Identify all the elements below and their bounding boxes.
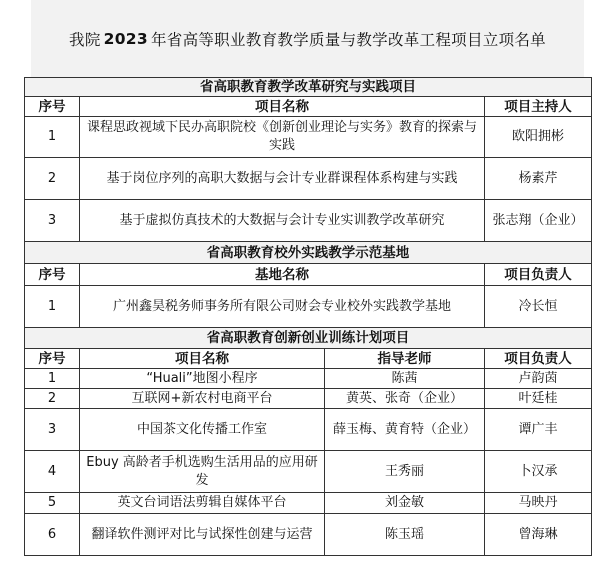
table-row bbox=[25, 200, 592, 242]
row-leader: 卢韵茵 bbox=[485, 369, 592, 389]
header-project-name: 项目名称 bbox=[80, 349, 325, 369]
row-leader: 杨素芹 bbox=[485, 158, 592, 200]
table-row bbox=[25, 493, 592, 514]
row-no: 2 bbox=[25, 158, 80, 200]
header-project-name: 项目名称 bbox=[80, 97, 485, 117]
row-project-name: Ebuy 高龄者手机选购生活用品的应用研发 bbox=[80, 451, 325, 493]
row-project-name: 翻译软件测评对比与试探性创建与运营 bbox=[80, 514, 325, 556]
row-project-name: “Huali”地图小程序 bbox=[80, 369, 325, 389]
section-title-row bbox=[25, 78, 592, 97]
header-leader: 项目负责人 bbox=[485, 349, 592, 369]
row-project-name: 基于虚拟仿真技术的大数据与会计专业实训教学改革研究 bbox=[80, 200, 485, 242]
header-row bbox=[25, 264, 592, 286]
row-project-name: 英文台词语法剪辑自媒体平台 bbox=[80, 493, 325, 514]
row-no: 3 bbox=[25, 409, 80, 451]
title-prefix: 我院 bbox=[69, 31, 101, 49]
header-row bbox=[25, 97, 592, 117]
row-no: 2 bbox=[25, 389, 80, 409]
row-project-name: 基于岗位序列的高职大数据与会计专业群课程体系构建与实践 bbox=[80, 158, 485, 200]
row-leader: 叶廷桂 bbox=[485, 389, 592, 409]
table-row bbox=[25, 117, 592, 158]
section-title: 省高职教育创新创业训练计划项目 bbox=[25, 328, 592, 349]
document-title bbox=[31, 0, 584, 78]
row-project-name: 课程思政视域下民办高职院校《创新创业理论与实务》教育的探索与实践 bbox=[80, 117, 485, 158]
table-row bbox=[25, 389, 592, 409]
row-no: 1 bbox=[25, 117, 80, 158]
row-leader: 冷长恒 bbox=[485, 286, 592, 328]
header-no: 序号 bbox=[25, 97, 80, 117]
project-table bbox=[24, 77, 592, 556]
section-title-row bbox=[25, 328, 592, 349]
row-leader: 曾海琳 bbox=[485, 514, 592, 556]
row-advisor: 王秀丽 bbox=[325, 451, 485, 493]
section-title: 省高职教育教学改革研究与实践项目 bbox=[25, 78, 592, 97]
row-leader: 卜汉承 bbox=[485, 451, 592, 493]
row-no: 4 bbox=[25, 451, 80, 493]
row-leader: 张志翔（企业） bbox=[485, 200, 592, 242]
row-leader: 谭广丰 bbox=[485, 409, 592, 451]
header-leader: 项目主持人 bbox=[485, 97, 592, 117]
row-advisor: 薛玉梅、黄育特（企业） bbox=[325, 409, 485, 451]
header-no: 序号 bbox=[25, 349, 80, 369]
row-project-name: 互联网+新农村电商平台 bbox=[80, 389, 325, 409]
table-row bbox=[25, 451, 592, 493]
header-leader: 项目负责人 bbox=[485, 264, 592, 286]
row-leader: 欧阳拥彬 bbox=[485, 117, 592, 158]
row-leader: 马映丹 bbox=[485, 493, 592, 514]
row-advisor: 黄英、张奇（企业） bbox=[325, 389, 485, 409]
row-no: 1 bbox=[25, 286, 80, 328]
section-title: 省高职教育校外实践教学示范基地 bbox=[25, 242, 592, 264]
row-advisor: 刘金敏 bbox=[325, 493, 485, 514]
section-title-row bbox=[25, 242, 592, 264]
header-base-name: 基地名称 bbox=[80, 264, 485, 286]
table-row bbox=[25, 286, 592, 328]
table-row bbox=[25, 158, 592, 200]
title-suffix: 年省高等职业教育教学质量与教学改革工程项目立项名单 bbox=[150, 31, 546, 49]
row-no: 5 bbox=[25, 493, 80, 514]
row-no: 1 bbox=[25, 369, 80, 389]
table-row bbox=[25, 409, 592, 451]
table-row bbox=[25, 369, 592, 389]
title-year: 2023 bbox=[103, 30, 148, 48]
header-no: 序号 bbox=[25, 264, 80, 286]
table-row bbox=[25, 514, 592, 556]
header-row bbox=[25, 349, 592, 369]
row-advisor: 陈玉瑶 bbox=[325, 514, 485, 556]
row-no: 6 bbox=[25, 514, 80, 556]
header-advisor: 指导老师 bbox=[325, 349, 485, 369]
row-project-name: 中国茶文化传播工作室 bbox=[80, 409, 325, 451]
row-no: 3 bbox=[25, 200, 80, 242]
row-base-name: 广州鑫昊税务师事务所有限公司财会专业校外实践教学基地 bbox=[80, 286, 485, 328]
row-advisor: 陈茜 bbox=[325, 369, 485, 389]
